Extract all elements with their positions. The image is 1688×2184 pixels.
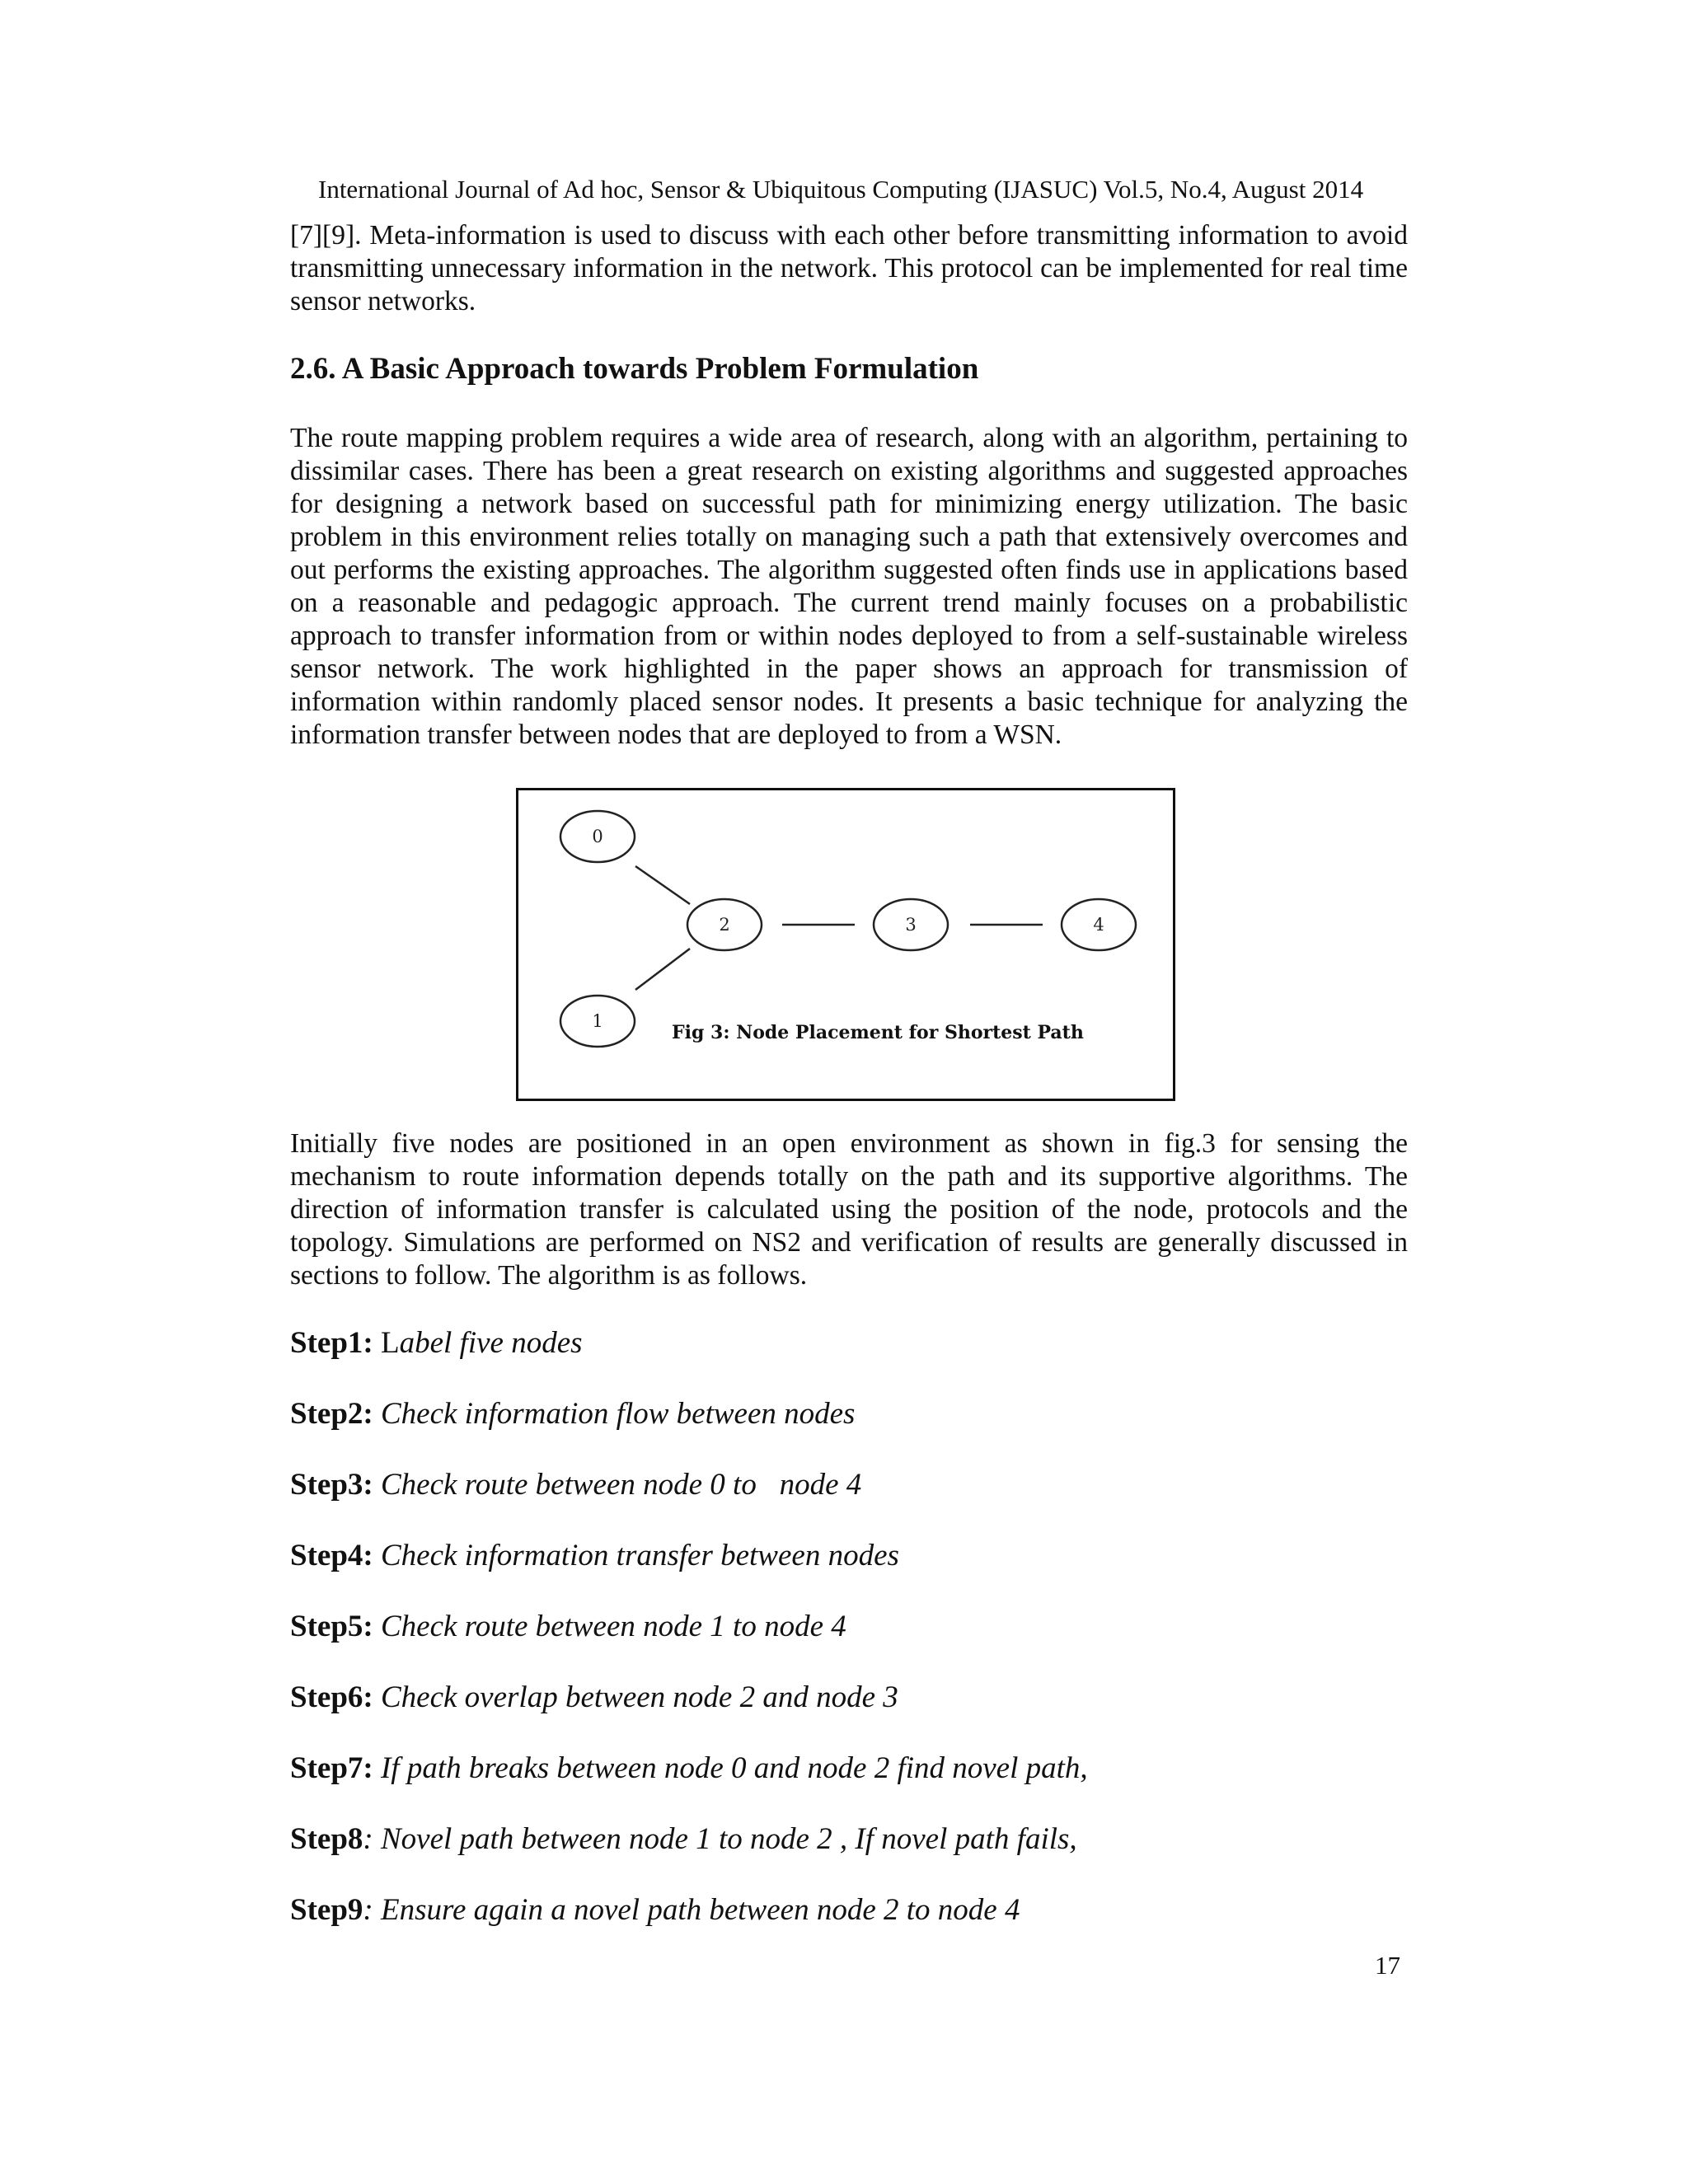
- figure-caption: Fig 3: Node Placement for Shortest Path: [672, 1022, 1084, 1043]
- step-6: [290, 1680, 898, 1716]
- step-9-label: Step9: [290, 1893, 363, 1927]
- step-7: [290, 1750, 1088, 1787]
- step-1-prefix: L: [380, 1326, 400, 1360]
- step-4: [290, 1538, 899, 1574]
- section-heading: 2.6. A Basic Approach towards Problem Formulation: [290, 352, 979, 386]
- step-1-label: Step1:: [290, 1326, 373, 1360]
- step-3: [290, 1467, 861, 1503]
- step-5: [290, 1609, 846, 1645]
- node-2-label: 2: [719, 915, 730, 935]
- step-1: [290, 1325, 583, 1361]
- step-7-text: If path breaks between node 0 and node 2 find novel path,: [380, 1751, 1088, 1785]
- edge-0-2: [635, 866, 690, 904]
- node-4-label: 4: [1093, 915, 1104, 935]
- step-4-text: Check information transfer between nodes: [380, 1539, 899, 1572]
- step-9-text: : Ensure again a novel path between node 2 to node 4: [363, 1893, 1020, 1927]
- step-8: [290, 1821, 1077, 1858]
- step-8-label: Step8: [290, 1822, 363, 1856]
- node-0-label: 0: [592, 827, 603, 846]
- figure-node-placement: [516, 788, 1175, 1101]
- step-2-text: Check information flow between nodes: [380, 1397, 856, 1431]
- step-7-label: Step7:: [290, 1751, 373, 1785]
- step-8-text: : Novel path between node 1 to node 2 , If novel path fails,: [363, 1822, 1077, 1856]
- step-5-label: Step5:: [290, 1610, 373, 1643]
- node-graph: [518, 790, 1173, 1099]
- step-6-text: Check overlap between node 2 and node 3: [380, 1680, 898, 1714]
- step-4-label: Step4:: [290, 1539, 373, 1572]
- step-2-label: Step2:: [290, 1397, 373, 1431]
- running-header: International Journal of Ad hoc, Sensor & Ubiquitous Computing (IJASUC) Vol.5, No.4, August 2014: [318, 175, 1364, 204]
- edge-1-2: [635, 949, 690, 990]
- step-1-text: abel five nodes: [399, 1326, 583, 1360]
- page-number: 17: [1375, 1951, 1400, 1980]
- step-5-text: Check route between node 1 to node 4: [380, 1610, 846, 1643]
- initial-paragraph: Initially five nodes are positioned in an open environment as shown in fig.3 for sensing the mechanism to route information depends totally on the path and its supportive algorithms. The direction of information transfer is calculated using the position of the node, protocols and the topology. Simulations are performed on NS2 and verification of results are generally discussed in sections to follow. The algorithm is as follows.: [290, 1128, 1408, 1291]
- step-9: [290, 1892, 1020, 1929]
- intro-paragraph: [7][9]. Meta-information is used to discuss with each other before transmitting information to avoid transmitting unnecessary information in the network. This protocol can be implemented for real time sensor networks.: [290, 220, 1408, 316]
- step-6-label: Step6:: [290, 1680, 373, 1714]
- problem-paragraph: The route mapping problem requires a wide area of research, along with an algorithm, pertaining to dissimilar cases. There has been a great research on existing algorithms and suggested approaches for designing a network based on successful path for minimizing energy utilization. The basic problem in this environment relies totally on managing such a path that extensively overcomes and out performs the existing approaches. The algorithm suggested often finds use in applications based on a reasonable and pedagogic approach. The current trend mainly focuses on a probabilistic approach to transfer information from or within nodes deployed to from a self-sustainable wireless sensor network. The work highlighted in the paper shows an approach for transmission of information within randomly placed sensor nodes. It presents a basic technique for analyzing the information transfer between nodes that are deployed to from a WSN.: [290, 423, 1408, 750]
- node-1-label: 1: [592, 1011, 603, 1031]
- step-3-text: Check route between node 0 to node 4: [380, 1468, 862, 1502]
- node-3-label: 3: [905, 915, 917, 935]
- step-2: [290, 1396, 855, 1432]
- step-3-label: Step3:: [290, 1468, 373, 1502]
